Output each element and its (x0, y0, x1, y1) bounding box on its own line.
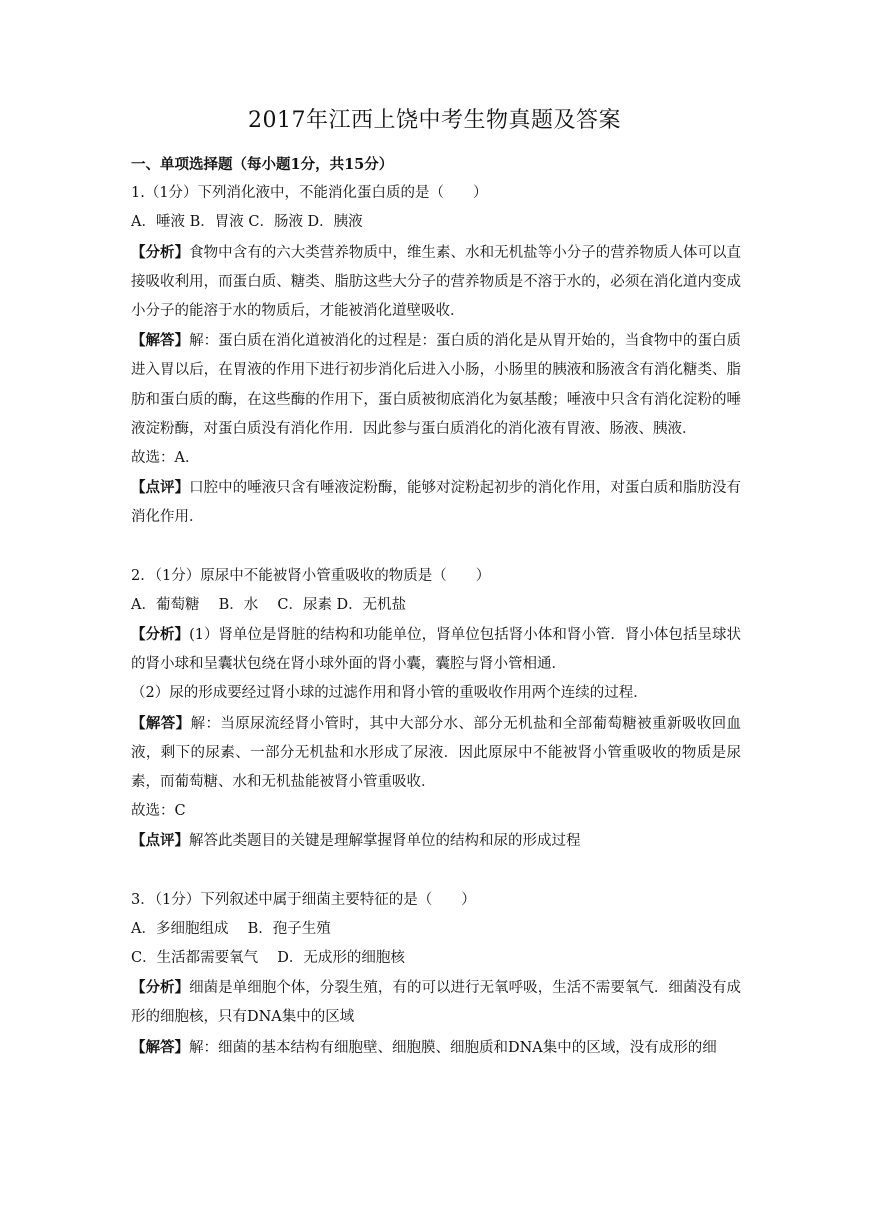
spacer (131, 533, 741, 562)
comment-text: 解答此类题目的关键是理解掌握肾单位的结构和尿的形成过程 (189, 833, 581, 850)
question-2-analysis (131, 620, 741, 679)
question-3-options-row-1: A．多细胞组成 B．孢子生殖 (131, 920, 331, 937)
comment-tag: 【点评】 (131, 832, 189, 850)
analysis-text: 食物中含有的六大类营养物质中，维生素、水和无机盐等小分子的营养物质人体可以直接吸收利用，而蛋白质、糖类、脂肪这些大分子的营养物质是不溶于水的，必须在消化道内变成小分子的能溶于水的物质后，才能被消化道壁吸收． (131, 244, 742, 320)
answer-text: 解：蛋白质在消化道被消化的过程是：蛋白质的消化是从胃开始的，当食物中的蛋白质进入胃以后，在胃液的作用下进行初步消化后进入小肠，小肠里的胰液和肠液含有消化糖类、脂肪和蛋白质的酶，在这些酶的作用下，蛋白质被彻底消化为氨基酸；唾液中只含有消化淀粉的唾液淀粉酶，对蛋白质没有消化作用．因此参与蛋白质消化的消化液有胃液、肠液、胰液． (131, 333, 742, 437)
section-heading: 一、单项选择题（每小题1分，共15分） (131, 156, 394, 173)
question-2-stem: 2．（1分）原尿中不能被肾小管重吸收的物质是（ ） (131, 567, 491, 584)
question-2-choice: 故选：C (131, 803, 186, 820)
answer-tag: 【解答】 (131, 332, 190, 350)
answer-text: 解：细菌的基本结构有细胞壁、细胞膜、细胞质和DNA集中的区域，没有成形的细 (189, 1039, 717, 1056)
question-1-stem: 1.（1分）下列消化液中，不能消化蛋白质的是（ ） (131, 185, 488, 202)
answer-tag: 【解答】 (131, 714, 191, 732)
analysis-tag: 【分析】 (131, 626, 190, 644)
question-1-choice: 故选：A． (131, 450, 200, 467)
question-1-comment (131, 473, 741, 532)
question-2-analysis-point-2: （2）尿的形成要经过肾小球的过滤作用和肾小管的重吸收作用两个连续的过程． (131, 685, 648, 702)
question-2-options: A．葡萄糖 B．水 C．尿素 D．无机盐 (131, 596, 407, 613)
answer-tag: 【解答】 (131, 1038, 189, 1056)
comment-text: 口腔中的唾液只含有唾液淀粉酶，能够对淀粉起初步的消化作用，对蛋白质和脂肪没有消化作用． (131, 480, 742, 526)
question-3-analysis (131, 973, 741, 1032)
analysis-text: (1）肾单位是肾脏的结构和功能单位，肾单位包括肾小体和肾小管．肾小体包括呈球状的肾小球和呈囊状包绕在肾小球外面的肾小囊，囊腔与肾小管相通． (131, 627, 741, 673)
question-3-stem: 3．（1分）下列叙述中属于细菌主要特征的是（ ） (131, 891, 476, 908)
document-body (131, 150, 741, 1063)
question-2-answer (131, 709, 741, 798)
question-3-answer (131, 1033, 741, 1063)
answer-text: 解：当原尿流经肾小管时，其中大部分水、部分无机盐和全部葡萄糖被重新吸收回血液，剩下的尿素、一部分无机盐和水形成了尿液．因此原尿中不能被肾小管重吸收的物质是尿素，而葡萄糖、水和无机盐能被肾小管重吸收． (131, 715, 742, 791)
question-1-analysis (131, 238, 741, 327)
analysis-tag: 【分析】 (131, 243, 190, 261)
question-1-options: A．唾液 B．胃液 C．肠液 D．胰液 (131, 214, 363, 231)
analysis-text: 细菌是单细胞个体，分裂生殖，有的可以进行无氧呼吸，生活不需要氧气．细菌没有成形的细胞核，只有DNA集中的区域 (131, 980, 742, 1026)
spacer (131, 857, 741, 886)
comment-tag: 【点评】 (131, 479, 190, 497)
analysis-tag: 【分析】 (131, 979, 190, 997)
page-title: 2017年江西上饶中考生物真题及答案 (248, 108, 621, 133)
question-3-options-row-2: C．生活都需要氧气 D．无成形的细胞核 (131, 950, 405, 967)
question-1-answer (131, 326, 741, 444)
question-2-comment (131, 826, 741, 856)
